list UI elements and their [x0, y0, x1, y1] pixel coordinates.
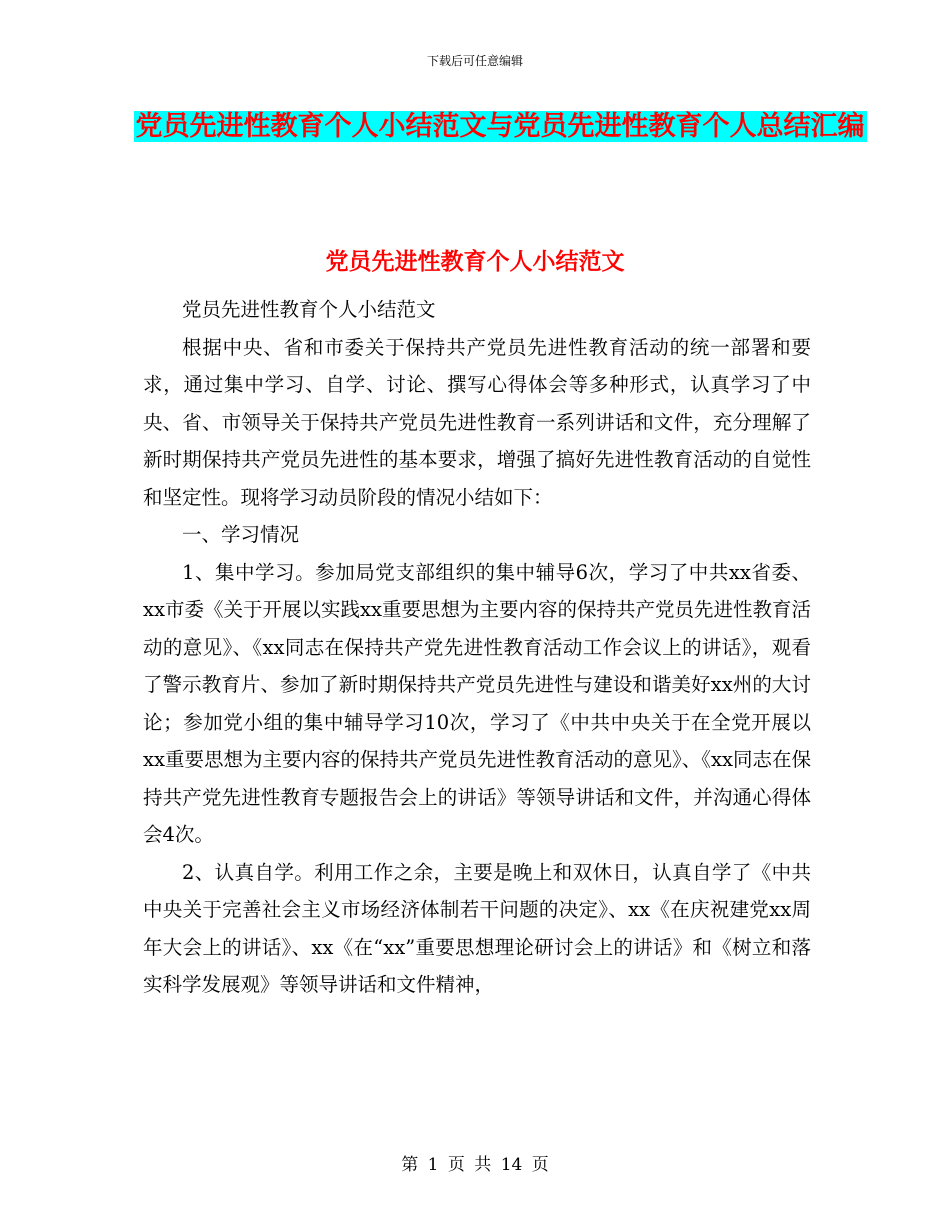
body-paragraph-subtitle: 党员先进性教育个人小结范文: [182, 298, 436, 321]
section-title: 党员先进性教育个人小结范文: [325, 249, 625, 275]
body-paragraph-self-study: 2、认真自学。利用工作之余，主要是晚上和双休日，认真自学了《中共中央关于完善社会主义市场经济体制若干问题的决定》、xx《在庆祝建党xx周年大会上的讲话》、xx《在“xx”重要思想理论研讨会上的讲话》和《树立和落实科学发展观》等领导讲话和文件精神，: [143, 860, 811, 996]
document-body: [143, 291, 811, 1004]
page-footer-number: 第 1 页 共 14 页: [401, 1155, 549, 1175]
page-header-note: 下载后可任意编辑: [426, 54, 523, 68]
body-heading-study: 一、学习情况: [182, 523, 300, 546]
body-paragraph-group-study: 1、集中学习。参加局党支部组织的集中辅导6次，学习了中共xx省委、xx市委《关于开展以实践xx重要思想为主要内容的保持共产党员先进性教育活动的意见》、《xx同志在保持共产党先进性教育活动工作会议上的讲话》，观看了警示教育片、参加了新时期保持共产党员先进性与建设和谐美好xx州的大讨论；参加党小组的集中辅导学习10次，学习了《中共中央关于在全党开展以xx重要思想为主要内容的保持共产党员先进性教育活动的意见》、《xx同志在保持共产党先进性教育专题报告会上的讲话》等领导讲话和文件，并沟通心得体会4次。: [143, 560, 811, 846]
document-title: [120, 104, 880, 149]
document-title-text: 党员先进性教育个人小结范文与党员先进性教育个人总结汇编: [135, 111, 865, 142]
body-paragraph-intro: 根据中央、省和市委关于保持共产党员先进性教育活动的统一部署和要求，通过集中学习、自学、讨论、撰写心得体会等多种形式，认真学习了中央、省、市领导关于保持共产党员先进性教育一系列讲话和文件，充分理解了新时期保持共产党员先进性的基本要求，增强了搞好先进性教育活动的自觉性和坚定性。现将学习动员阶段的情况小结如下：: [143, 335, 811, 509]
